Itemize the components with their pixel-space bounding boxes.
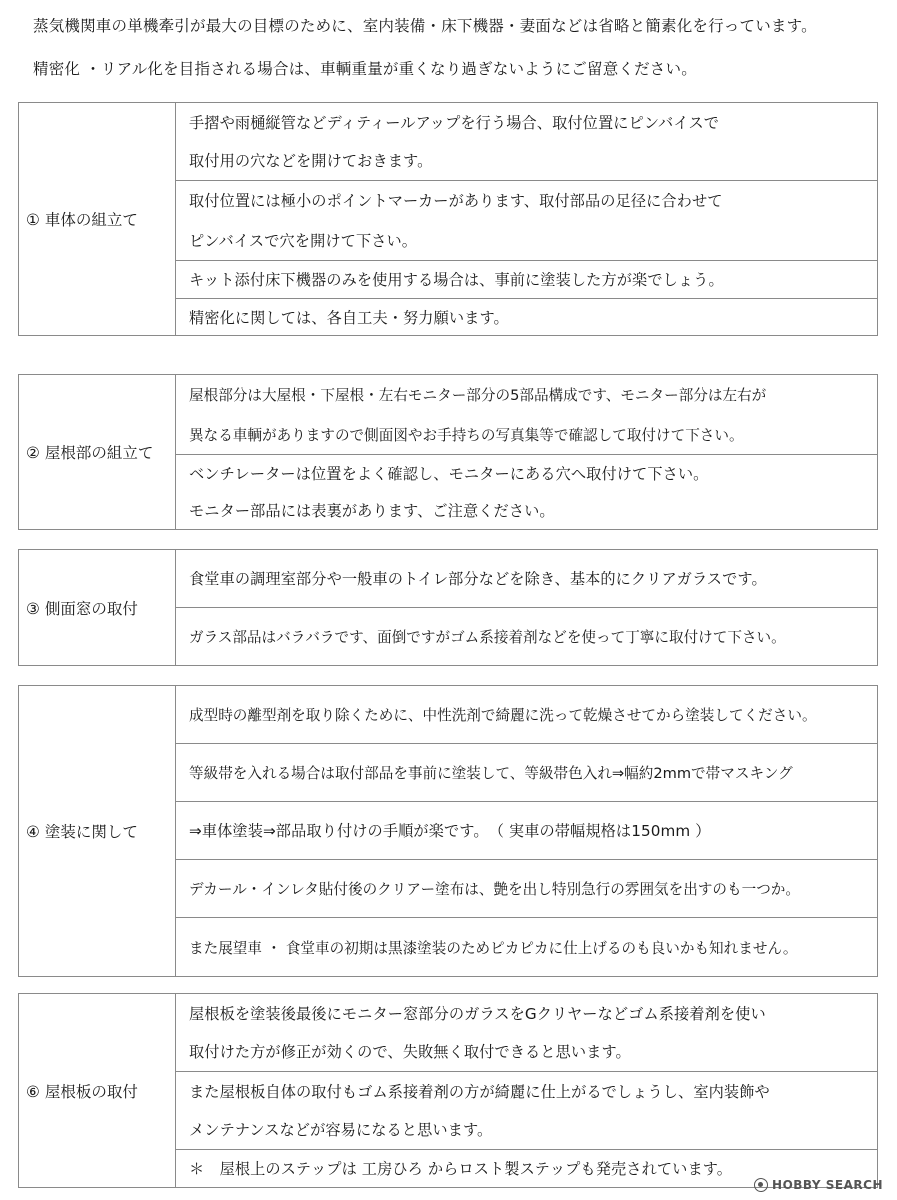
- section-row: [176, 550, 877, 608]
- section-row: [176, 455, 877, 529]
- section-row: [176, 181, 877, 261]
- row-text: 取付位置には極小のポイントマーカーがあります、取付部品の足径に合わせて: [189, 192, 723, 211]
- row-text: 異なる車輌がありますので側面図やお手持ちの写真集等で確認して取付けて下さい。: [189, 426, 744, 444]
- intro-line-2: 精密化 ・リアル化を目指される場合は、車輌重量が重くなり過ぎないようにご留意ください。: [33, 60, 697, 78]
- hobbysearch-logo-icon: [754, 1178, 768, 1192]
- section-body-assembly: [18, 102, 878, 336]
- section-side-windows: [18, 549, 878, 666]
- section-row: [176, 860, 877, 918]
- section-content: [176, 103, 877, 335]
- row-text: キット添付床下機器のみを使用する場合は、事前に塗装した方が楽でしょう。: [189, 271, 724, 289]
- row-text: 手摺や雨樋縦管などディティールアップを行う場合、取付位置にピンバイスで: [189, 113, 720, 132]
- section-row: [176, 802, 877, 860]
- row-text: また展望車 ・ 食堂車の初期は黒漆塗装のためピカピカに仕上げるのも良いかも知れません。: [189, 939, 798, 957]
- section-content: [176, 686, 877, 976]
- row-text: メンテナンスなどが容易になると思います。: [189, 1121, 493, 1140]
- row-text: ベンチレーターは位置をよく確認し、モニターにある穴へ取付けて下さい。: [189, 465, 709, 483]
- section-row: [176, 261, 877, 299]
- row-text: 食堂車の調理室部分や一般車のトイレ部分などを除き、基本的にクリアガラスです。: [189, 570, 767, 588]
- row-text: 屋根板を塗装後最後にモニター窓部分のガラスをGクリヤーなどゴム系接着剤を使い: [189, 1004, 766, 1023]
- intro-line-1: 蒸気機関車の単機牽引が最大の目標のために、室内装備・床下機器・妻面などは省略と簡素化を行っています。: [33, 17, 817, 35]
- row-text: 取付けた方が修正が効くので、失敗無く取付できると思います。: [189, 1043, 631, 1062]
- section-roof-assembly: [18, 374, 878, 530]
- row-text: また屋根板自体の取付もゴム系接着剤の方が綺麗に仕上がるでしょうし、室内装飾や: [189, 1082, 770, 1101]
- row-text: 精密化に関しては、各自工夫・努力願います。: [189, 308, 509, 327]
- section-row: [176, 375, 877, 455]
- row-text: ⇒車体塗装⇒部品取り付けの手順が楽です。 （ 実車の帯幅規格は150mm ）: [189, 822, 711, 840]
- row-text: 等級帯を入れる場合は取付部品を事前に塗装して、等級帯色入れ⇒幅約2mmで帯マスキング: [189, 765, 793, 782]
- section-content: [176, 550, 877, 665]
- section-row: [176, 918, 877, 976]
- section-row: [176, 1072, 877, 1150]
- row-text: ピンバイスで穴を開けて下さい。: [189, 231, 418, 250]
- section-content: [176, 994, 877, 1187]
- section-row: [176, 103, 877, 181]
- row-text: ＊ 屋根上のステップは 工房ひろ からロスト製ステップも発売されています。: [189, 1160, 733, 1178]
- section-row: [176, 994, 877, 1072]
- watermark-text: HOBBY SEARCH: [772, 1178, 883, 1192]
- section-row: [176, 608, 877, 665]
- row-text: モニター部品には表裏があります、ご注意ください。: [189, 502, 555, 520]
- section-label: ① 車体の組立て: [19, 103, 176, 335]
- watermark: [754, 1178, 883, 1192]
- section-label: ② 屋根部の組立て: [19, 375, 176, 529]
- row-text: 屋根部分は大屋根・下屋根・左右モニター部分の5部品構成です、モニター部分は左右が: [189, 387, 767, 405]
- section-row: [176, 744, 877, 802]
- section-label: ④ 塗装に関して: [19, 686, 176, 976]
- section-painting: [18, 685, 878, 977]
- row-text: ガラス部品はバラバラです、面倒ですがゴム系接着剤などを使って丁寧に取付けて下さい。: [189, 629, 786, 646]
- section-row: [176, 299, 877, 335]
- row-text: デカール・インレタ貼付後のクリアー塗布は、艶を出し特別急行の雰囲気を出すのも一つか。: [189, 881, 800, 898]
- section-label: ⑥ 屋根板の取付: [19, 994, 176, 1187]
- row-text: 取付用の穴などを開けておきます。: [189, 152, 433, 171]
- section-label: ③ 側面窓の取付: [19, 550, 176, 665]
- row-text: 成型時の離型剤を取り除くために、中性洗剤で綺麗に洗って乾燥させてから塗装してください。: [189, 707, 817, 724]
- section-content: [176, 375, 877, 529]
- section-row: [176, 686, 877, 744]
- section-roof-plate: [18, 993, 878, 1188]
